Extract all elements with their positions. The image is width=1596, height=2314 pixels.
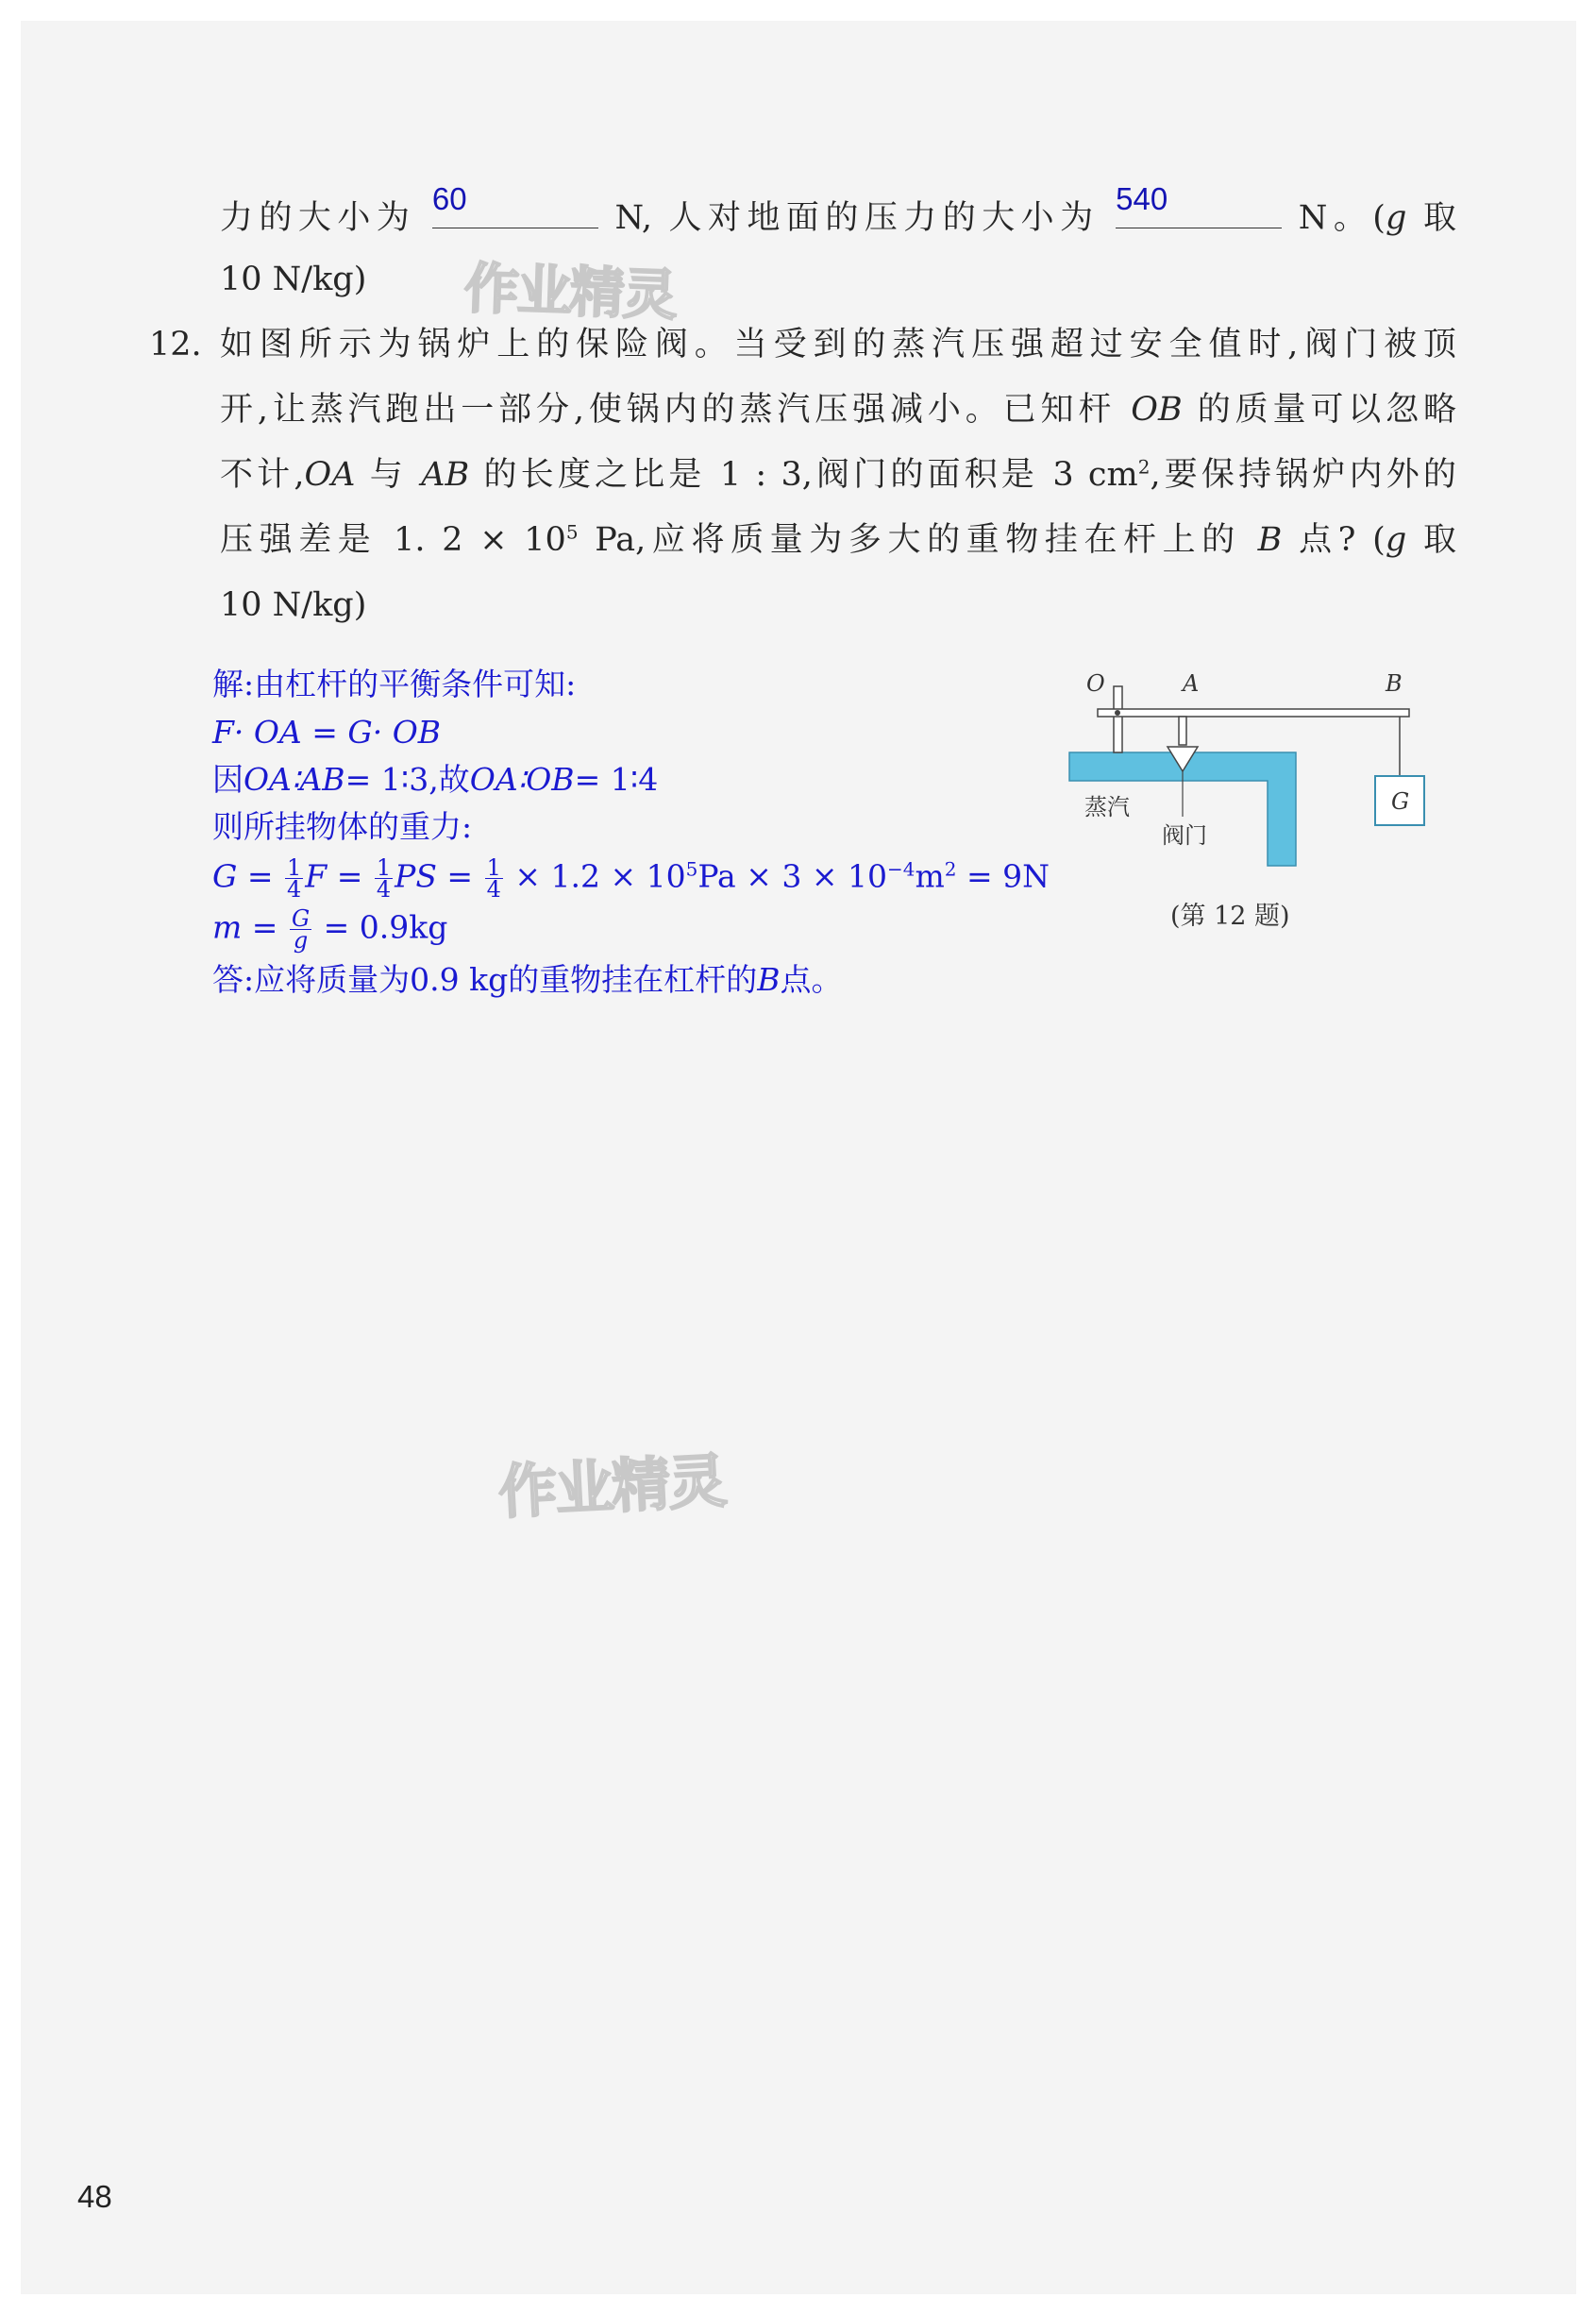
pivot-post [1114, 686, 1122, 752]
answer-line-6: m = $\frac{G}{g}$ = 0.9kg [212, 905, 448, 954]
answer-blank-2: 540 [1116, 194, 1282, 228]
answer-line-2: F· OA = G· OB [212, 714, 442, 751]
label-o: O [1086, 670, 1105, 697]
fraction-quarter-3: $\frac{1}{4}$ [486, 854, 501, 903]
fraction-quarter-1: $\frac{1}{4}$ [287, 854, 302, 903]
watermark-middle: 作业精灵 [496, 1445, 728, 1528]
question-line-2: 开,让蒸汽跑出一部分,使锅内的蒸汽压强减小。已知杆 OB 的质量可以忽略 [220, 391, 1456, 429]
figure-caption: (第 12 题) [1170, 902, 1290, 931]
fraction-g-over-g: $\frac{G}{g}$ [291, 905, 311, 954]
prev-line-1: 力的大小为 60 N, 人对地面的压力的大小为 540 N。(g 取 [220, 181, 1456, 237]
label-steam: 蒸汽 [1084, 794, 1130, 820]
watermark-top: 作业精灵 [462, 256, 677, 328]
safety-valve-figure [1062, 666, 1439, 892]
answer-line-1: 解:由杠杆的平衡条件可知: [212, 666, 577, 702]
answer-line-4: 则所挂物体的重力: [212, 808, 473, 845]
question-line-1: 如图所示为锅炉上的保险阀。当受到的蒸汽压强超过安全值时,阀门被顶 [220, 326, 1456, 363]
label-g: G [1391, 788, 1410, 815]
pivot-point [1115, 710, 1120, 716]
question-line-4: 压强差是 1. $2 \times 10^5$ Pa,应将质量为多大的重物挂在杆上的 B 点? (g 取 [220, 520, 1456, 559]
lever-rod [1098, 709, 1409, 717]
valve-stem [1179, 717, 1186, 745]
label-a: A [1183, 670, 1200, 697]
question-line-5: 10 N/kg) [220, 586, 367, 624]
question-line-3: 不计,OA 与 AB 的长度之比是 1 : 3,阀门的面积是 3 $cm^2$,要保持锅炉内外的 [220, 455, 1456, 494]
label-b: B [1386, 670, 1403, 697]
fraction-quarter-2: $\frac{1}{4}$ [376, 854, 392, 903]
answer-blank-1: 60 [432, 194, 598, 228]
prev-line-2: 10 N/kg) [220, 261, 367, 298]
answer-line-5: G = $\frac{1}{4}$ F = $\frac{1}{4}$ PS = $\frac{1}{4}$ × $1.2 \times 10^5Pa \times 3 \times 10^{-4}m^2 = 9N$ [212, 854, 1050, 903]
page-number: 48 [77, 2179, 112, 2214]
question-number: 12. [149, 326, 202, 363]
answer-line-3: 因OA∶AB= 1∶3,故OA∶OB= 1∶4 [212, 761, 659, 798]
answer-line-7: 答:应将质量为0.9 kg的重物挂在杠杆的B点。 [212, 961, 843, 998]
label-valve: 阀门 [1162, 822, 1207, 849]
